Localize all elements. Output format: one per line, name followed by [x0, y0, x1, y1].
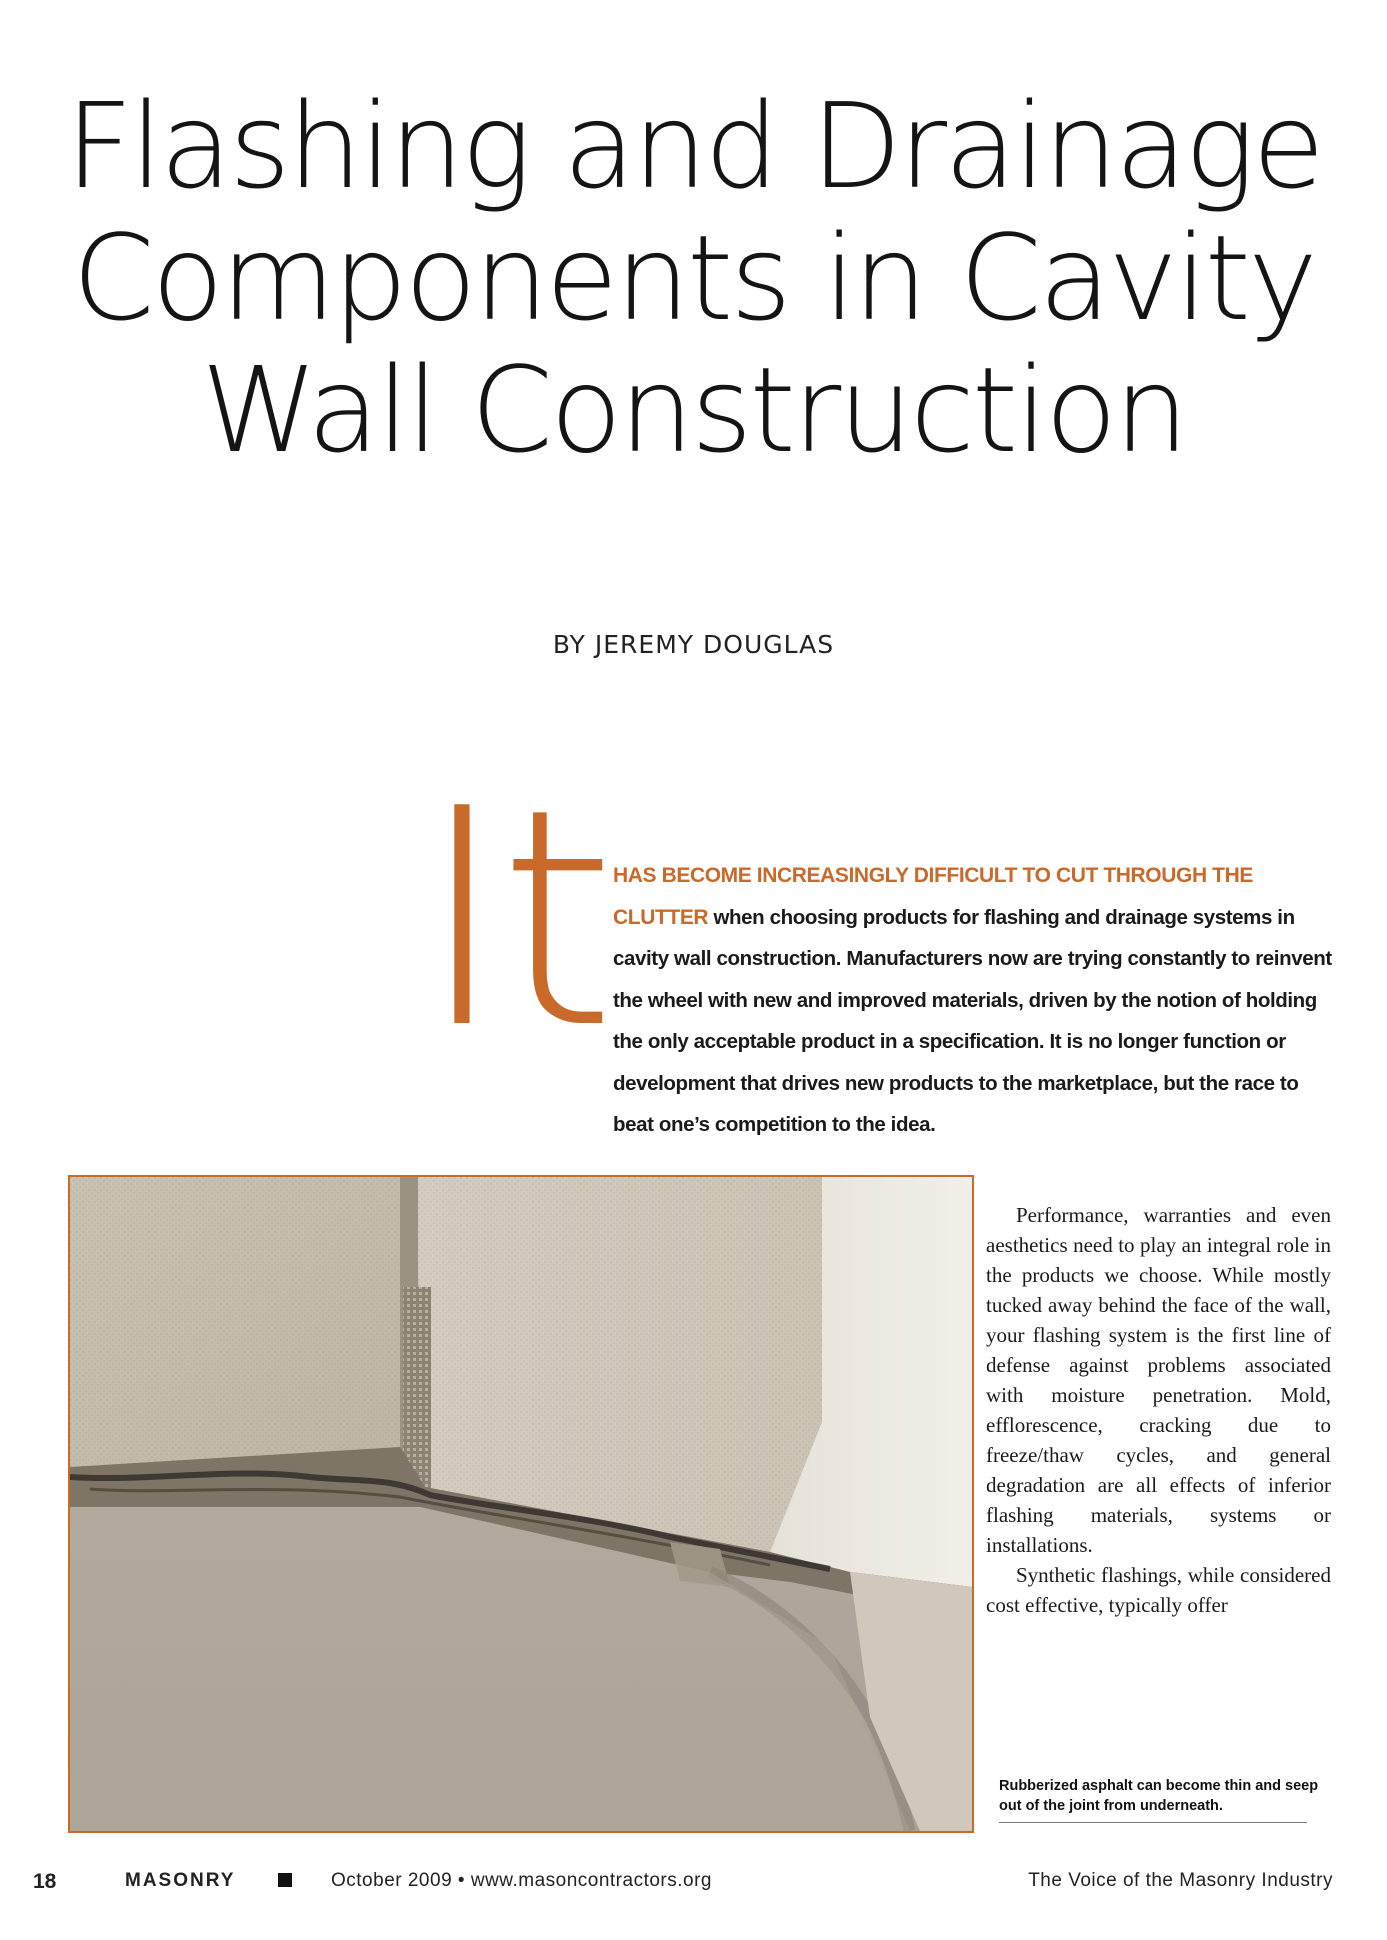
caption-divider: [999, 1822, 1307, 1823]
title-line-1: Flashing and Drainage: [65, 77, 1322, 215]
article-photo: [68, 1175, 974, 1833]
page-footer: [33, 1870, 1333, 1900]
page-number: 18: [33, 1870, 57, 1893]
intro-paragraph: [613, 855, 1338, 1146]
footer-tagline: The Voice of the Masonry Industry: [1028, 1870, 1333, 1891]
intro-body: when choosing products for flashing and drainage systems in cavity wall construction. Manufacturers now are trying constantly to reinvent the wheel with new and improved materials, driven by the notion of holding the only acceptable product in a specification. It is no longer function or development that drives new products to the marketplace, but the race to beat one’s competition to the idea.: [613, 905, 1332, 1136]
footer-date-url: October 2009 • www.masoncontractors.org: [331, 1870, 712, 1891]
article-title: [40, 77, 1347, 479]
byline: BY JEREMY DOUGLAS: [552, 630, 835, 659]
title-line-3: Wall Construction: [201, 341, 1186, 479]
footer-square-icon: [278, 1873, 292, 1887]
photo-caption: Rubberized asphalt can become thin and seep out of the joint from underneath.: [999, 1778, 1319, 1814]
body-paragraph-2: Synthetic flashings, while considered cost effective, typically offer: [986, 1563, 1331, 1617]
magazine-name: MASONRY: [125, 1870, 236, 1891]
title-line-2: Components in Cavity: [72, 209, 1315, 347]
photo-masonry-wall-illustration: [70, 1177, 972, 1831]
body-column: [986, 1200, 1331, 1620]
drop-cap: It: [418, 745, 609, 1094]
intro-lead: HAS BECOME INCREASINGLY DIFFICULT TO CUT THROUGH THE CLUTTER: [613, 864, 1253, 929]
body-paragraph-1: Performance, warranties and even aesthetics need to play an integral role in the products we choose. While mostly tucked away behind the face of the wall, your flashing system is the first line of defense against problems associated with moisture penetration. Mold, efflorescence, cracking due to freeze/thaw cycles, and general degradation are all effects of inferior flashing materials, systems or installations.: [986, 1203, 1331, 1557]
